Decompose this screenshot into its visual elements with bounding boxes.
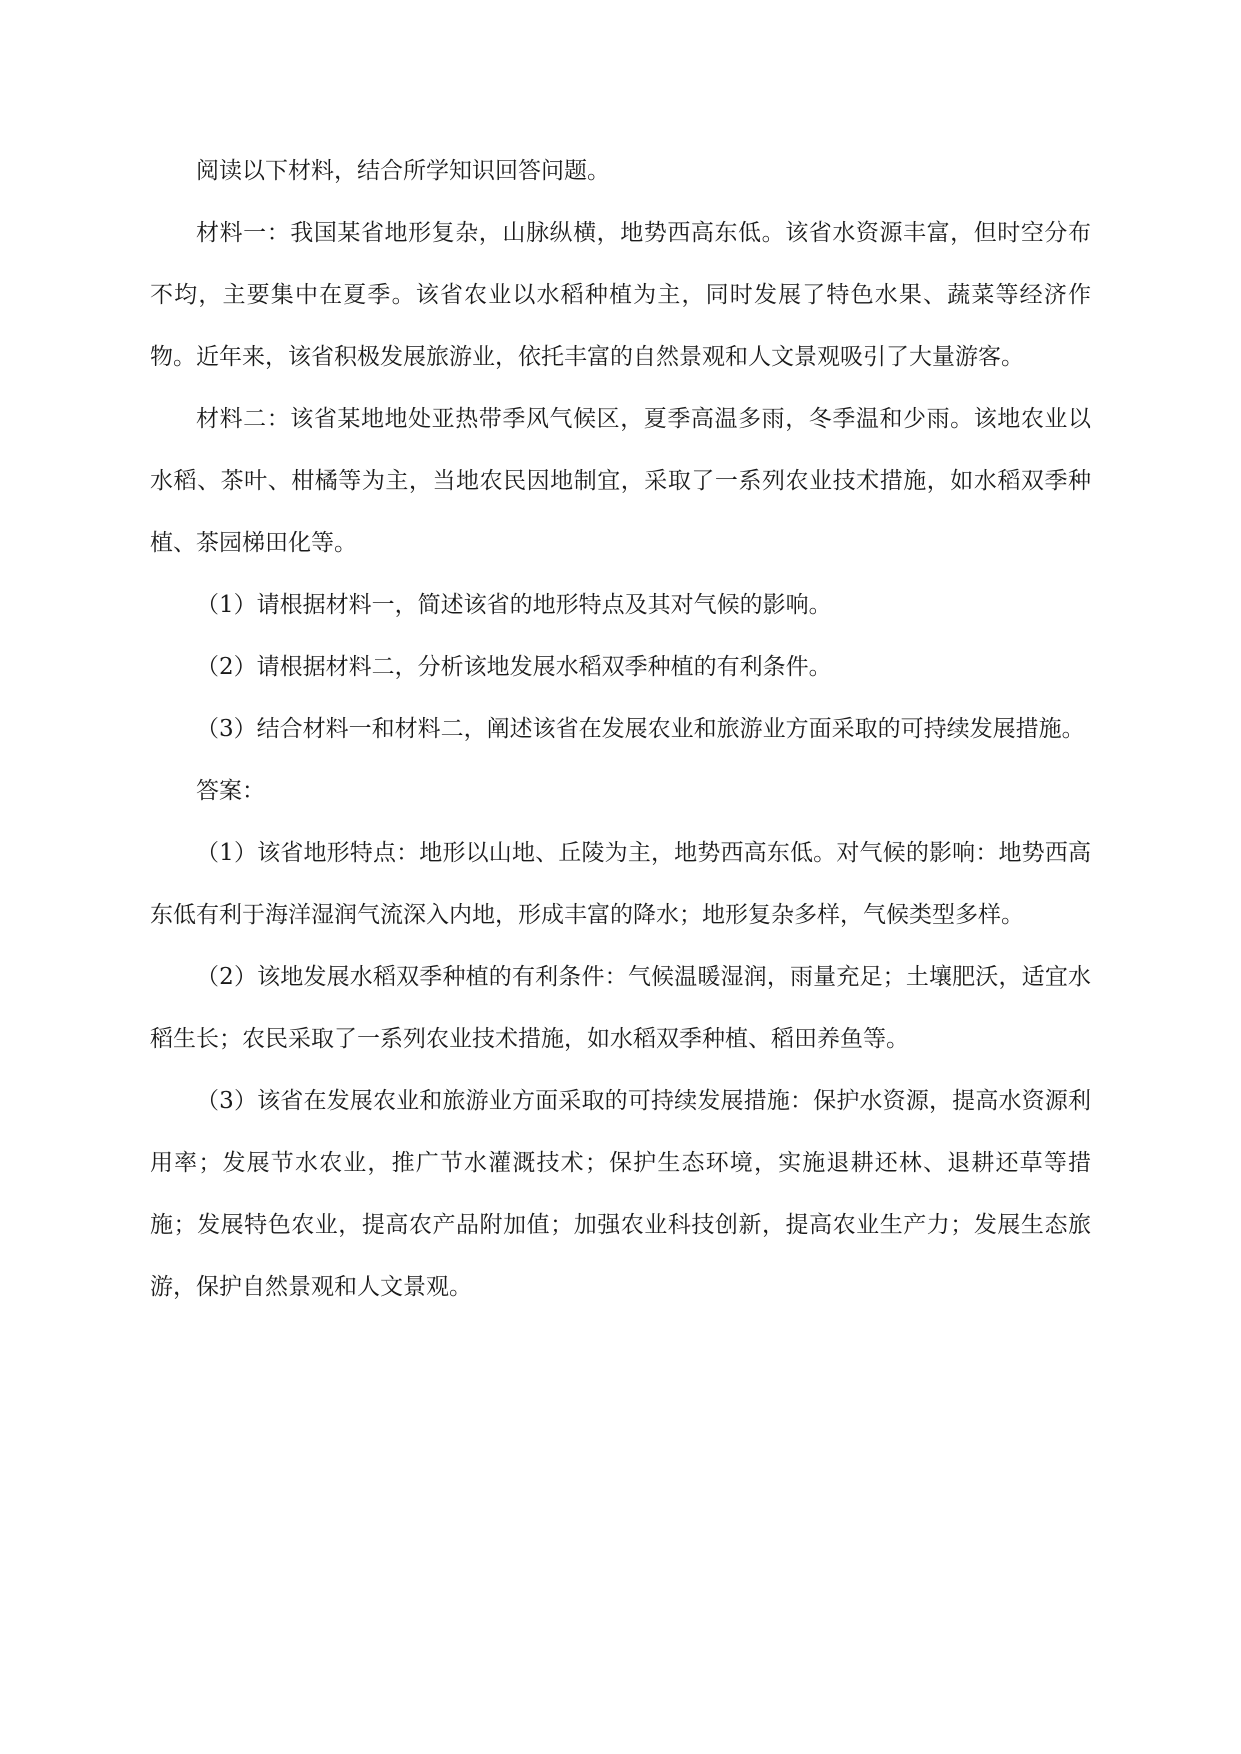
instruction-paragraph: 阅读以下材料，结合所学知识回答问题。: [196, 158, 610, 184]
question-two-paragraph: （2）请根据材料二，分析该地发展水稻双季种植的有利条件。: [196, 654, 832, 680]
answer-one-paragraph: （1）该省地形特点：地形以山地、丘陵为主，地势西高东低。对气候的影响：地势西高东低有利于海洋湿润气流深入内地，形成丰富的降水；地形复杂多样，气候类型多样。: [150, 840, 1091, 928]
question-one-paragraph: （1）请根据材料一，简述该省的地形特点及其对气候的影响。: [196, 592, 832, 618]
question-three-paragraph: （3）结合材料一和材料二，阐述该省在发展农业和旅游业方面采取的可持续发展措施。: [196, 716, 1085, 742]
document-body: [150, 140, 1091, 1318]
answer-three-paragraph: （3）该省在发展农业和旅游业方面采取的可持续发展措施：保护水资源，提高水资源利用率；发展节水农业，推广节水灌溉技术；保护生态环境，实施退耕还林、退耕还草等措施；发展特色农业，提高农产品附加值；加强农业科技创新，提高农业生产力；发展生态旅游，保护自然景观和人文景观。: [150, 1088, 1091, 1300]
answer-two-paragraph: （2）该地发展水稻双季种植的有利条件：气候温暖湿润，雨量充足；土壤肥沃，适宜水稻生长；农民采取了一系列农业技术措施，如水稻双季种植、稻田养鱼等。: [150, 964, 1091, 1052]
answer-heading: 答案：: [196, 778, 265, 804]
material-two-paragraph: 材料二：该省某地地处亚热带季风气候区，夏季高温多雨，冬季温和少雨。该地农业以水稻、茶叶、柑橘等为主，当地农民因地制宜，采取了一系列农业技术措施，如水稻双季种植、茶园梯田化等。: [150, 406, 1091, 556]
material-one-paragraph: 材料一：我国某省地形复杂，山脉纵横，地势西高东低。该省水资源丰富，但时空分布不均，主要集中在夏季。该省农业以水稻种植为主，同时发展了特色水果、蔬菜等经济作物。近年来，该省积极发展旅游业，依托丰富的自然景观和人文景观吸引了大量游客。: [150, 220, 1091, 370]
